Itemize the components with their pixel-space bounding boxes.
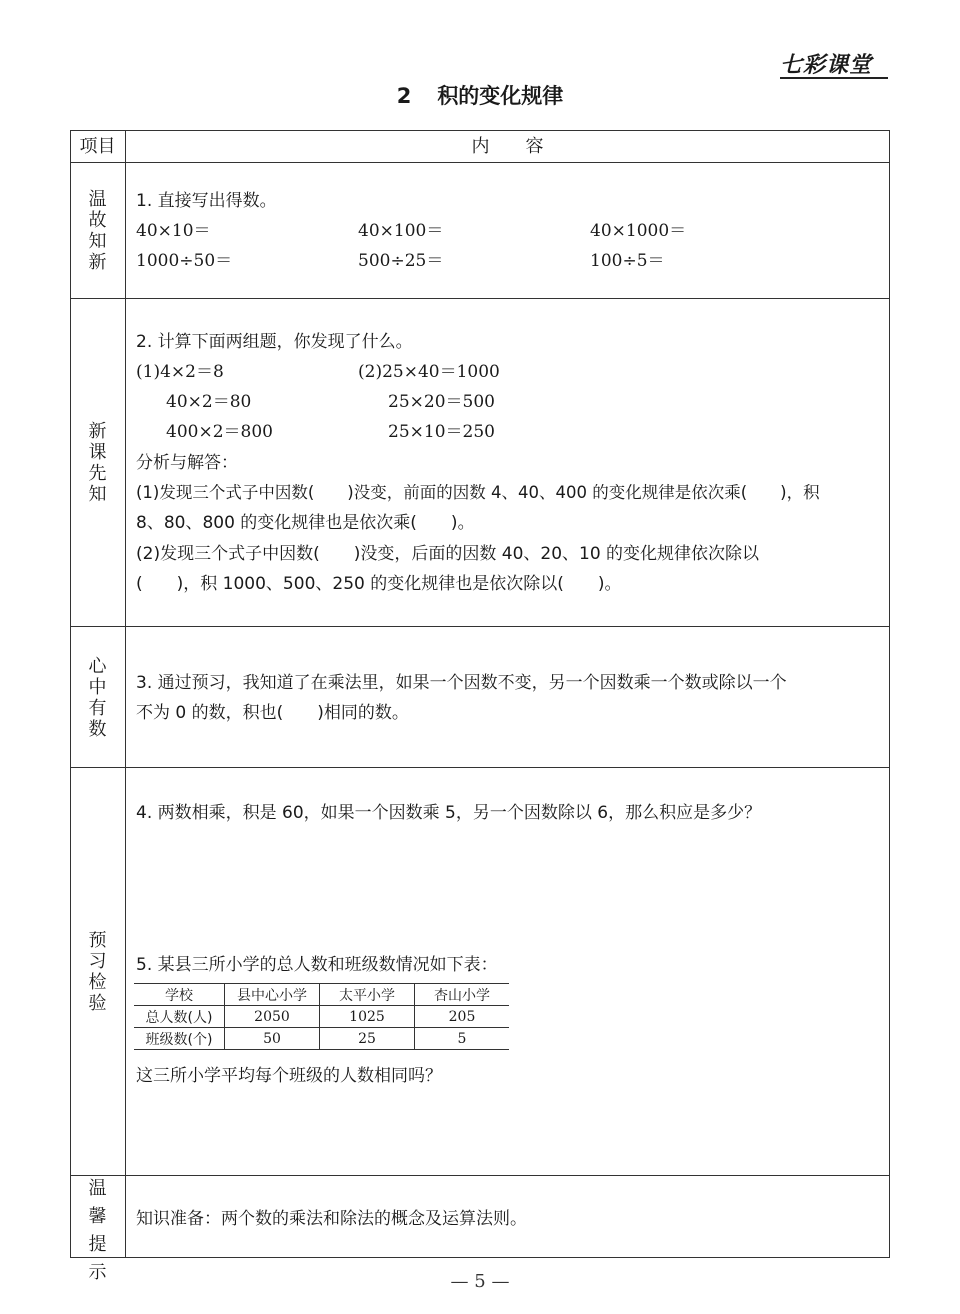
analysis-line: (2)发现三个式子中因数( )没变，后面的因数 40、20、10 的变化规律依次除以 <box>136 544 760 564</box>
school-data-table <box>134 983 509 1050</box>
expression: 500÷25＝ <box>358 251 444 271</box>
section-divider <box>70 1175 890 1176</box>
worksheet-frame <box>70 130 890 1258</box>
table-header-cell: 学校 <box>134 984 225 1006</box>
tip-text: 知识准备：两个数的乘法和除法的概念及运算法则。 <box>136 1209 527 1229</box>
analysis-heading: 分析与解答： <box>136 453 238 473</box>
table-row <box>134 1028 509 1050</box>
table-cell: 5 <box>415 1028 510 1050</box>
table-header-cell: 杏山小学 <box>415 984 510 1006</box>
question-3-line: 不为 0 的数，积也( )相同的数。 <box>136 703 409 723</box>
lesson-title: 积的变化规律 <box>437 84 564 108</box>
table-cell: 总人数(人) <box>134 1006 225 1028</box>
expression: 40×1000＝ <box>590 221 687 241</box>
question-4: 4. 两数相乘，积是 60，如果一个因数乘 5，另一个因数除以 6，那么积应是多少？ <box>136 803 762 823</box>
section-label-preview: 新 课 先 知 <box>88 421 107 505</box>
section-label-mind: 心 中 有 数 <box>88 656 107 740</box>
section-divider <box>70 298 890 299</box>
expression: 100÷5＝ <box>590 251 665 271</box>
lesson-number: 2 <box>396 84 412 108</box>
question-2: 2. 计算下面两组题，你发现了什么。 <box>136 332 413 352</box>
header-content: 内 容 <box>471 136 544 157</box>
analysis-line: ( )，积 1000、500、250 的变化规律也是依次除以( )。 <box>136 574 622 594</box>
equation: 25×10＝250 <box>388 422 495 442</box>
section-divider <box>70 767 890 768</box>
question-5-followup: 这三所小学平均每个班级的人数相同吗？ <box>136 1066 442 1086</box>
analysis-line: (1)发现三个式子中因数( )没变，前面的因数 4、40、400 的变化规律是依次乘( )，积 <box>136 483 820 502</box>
header-item: 项目 <box>79 136 116 157</box>
logo-underline <box>780 77 888 79</box>
brand-logo: 七彩课堂 <box>780 53 873 78</box>
question-3-line: 3. 通过预习，我知道了在乘法里，如果一个因数不变，另一个因数乘一个数或除以一个 <box>136 673 787 693</box>
section-label-review: 温 故 知 新 <box>88 189 107 273</box>
table-header-cell: 县中心小学 <box>225 984 320 1006</box>
expression: 40×100＝ <box>358 221 444 241</box>
section-label-check: 预 习 检 验 <box>88 930 107 1014</box>
table-row <box>134 1006 509 1028</box>
column-divider <box>125 130 126 1258</box>
table-header-cell: 太平小学 <box>320 984 415 1006</box>
table-cell: 2050 <box>225 1006 320 1028</box>
expression: 40×10＝ <box>136 221 211 241</box>
equation: (2)25×40＝1000 <box>358 362 500 382</box>
table-cell: 班级数(个) <box>134 1028 225 1050</box>
equation: 40×2＝80 <box>166 392 252 412</box>
equation: 25×20＝500 <box>388 392 495 412</box>
equation: (1)4×2＝8 <box>136 362 224 382</box>
page-number: — 5 — <box>450 1271 510 1292</box>
page-title <box>0 80 960 110</box>
question-1: 1. 直接写出得数。 <box>136 191 277 211</box>
expression: 1000÷50＝ <box>136 251 233 271</box>
table-cell: 50 <box>225 1028 320 1050</box>
equation: 400×2＝800 <box>166 422 273 442</box>
question-5: 5. 某县三所小学的总人数和班级数情况如下表： <box>136 955 498 975</box>
table-cell: 1025 <box>320 1006 415 1028</box>
analysis-line: 8、80、800 的变化规律也是依次乘( )。 <box>136 513 475 533</box>
table-cell: 205 <box>415 1006 510 1028</box>
table-header-row <box>134 984 509 1006</box>
section-divider <box>70 626 890 627</box>
table-cell: 25 <box>320 1028 415 1050</box>
section-label-tip: 温 馨 提 示 <box>88 1178 107 1283</box>
